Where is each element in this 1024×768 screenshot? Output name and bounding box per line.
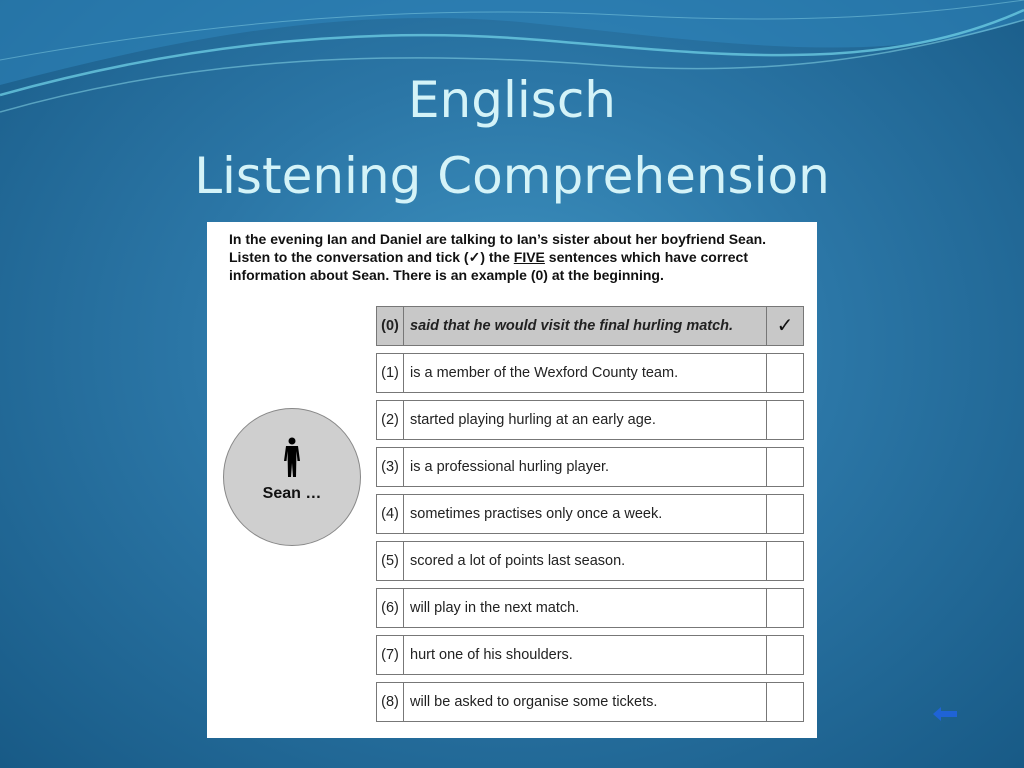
title-line-2: Listening Comprehension bbox=[194, 147, 830, 205]
row-statement: started playing hurling at an early age. bbox=[410, 412, 656, 428]
instructions-part-2: sentences which have correct information about Sean. There is an example (0) at the beginning. bbox=[229, 249, 748, 283]
tick-box[interactable] bbox=[766, 401, 803, 439]
tick-box: ✓ bbox=[766, 307, 803, 345]
statement-row bbox=[376, 682, 804, 722]
tick-box[interactable] bbox=[766, 495, 803, 533]
statement-row bbox=[376, 635, 804, 675]
statement-row bbox=[376, 588, 804, 628]
tick-box[interactable] bbox=[766, 683, 803, 721]
row-statement: will play in the next match. bbox=[410, 600, 580, 616]
tick-box[interactable] bbox=[766, 636, 803, 674]
row-statement: hurt one of his shoulders. bbox=[410, 647, 573, 663]
row-number: (1) bbox=[377, 354, 404, 392]
instructions-emphasis: FIVE bbox=[513, 249, 545, 265]
row-number: (7) bbox=[377, 636, 404, 674]
row-number: (5) bbox=[377, 542, 404, 580]
statement-row bbox=[376, 353, 804, 393]
row-number: (2) bbox=[377, 401, 404, 439]
person-icon bbox=[282, 437, 302, 477]
tick-box[interactable] bbox=[766, 542, 803, 580]
subject-label: Sean … bbox=[262, 485, 322, 502]
slide-title bbox=[0, 62, 1024, 214]
left-arrow-icon[interactable] bbox=[932, 706, 958, 722]
row-number: (3) bbox=[377, 448, 404, 486]
statement-row bbox=[376, 541, 804, 581]
title-line-1: Englisch bbox=[407, 71, 617, 129]
row-statement: scored a lot of points last season. bbox=[410, 553, 626, 569]
row-number: (0) bbox=[377, 307, 404, 345]
row-statement: will be asked to organise some tickets. bbox=[410, 694, 658, 710]
tick-box[interactable] bbox=[766, 448, 803, 486]
tick-box[interactable] bbox=[766, 354, 803, 392]
instructions-text bbox=[229, 230, 804, 284]
row-number: (4) bbox=[377, 495, 404, 533]
statement-row bbox=[376, 447, 804, 487]
example-row bbox=[376, 306, 804, 346]
exercise-sheet bbox=[207, 222, 817, 738]
subject-circle bbox=[223, 408, 361, 546]
row-statement: is a professional hurling player. bbox=[410, 459, 610, 475]
row-statement: said that he would visit the final hurling match. bbox=[410, 318, 734, 334]
instructions-part-1: In the evening Ian and Daniel are talking to Ian’s sister about her boyfriend Sean. Listen to the conversation and tick (✓) the bbox=[229, 231, 767, 265]
row-statement: is a member of the Wexford County team. bbox=[410, 365, 679, 381]
row-number: (8) bbox=[377, 683, 404, 721]
tick-box[interactable] bbox=[766, 589, 803, 627]
row-statement: sometimes practises only once a week. bbox=[410, 506, 663, 522]
statement-row bbox=[376, 400, 804, 440]
row-number: (6) bbox=[377, 589, 404, 627]
statement-row bbox=[376, 494, 804, 534]
